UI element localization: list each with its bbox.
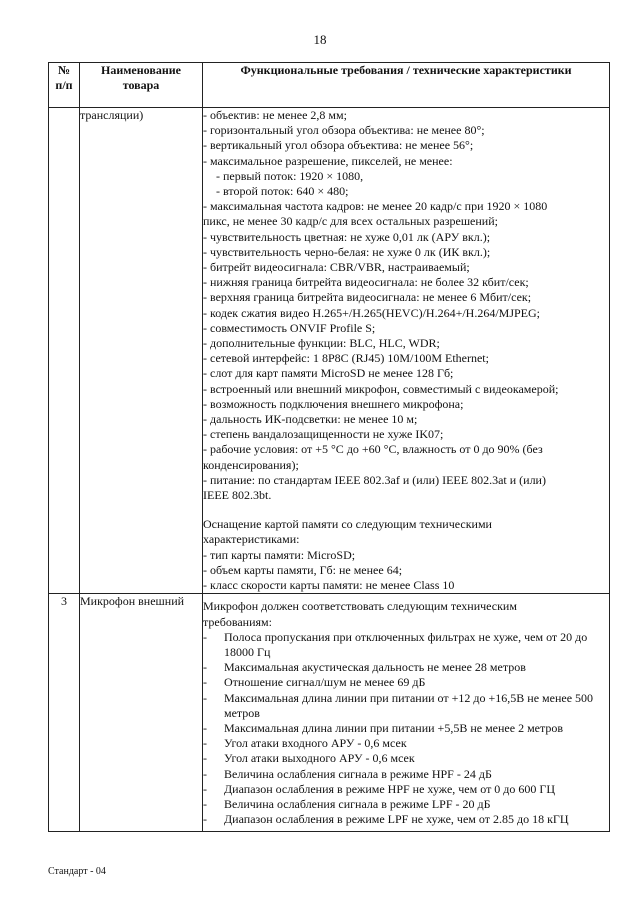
spec-line: - битрейт видеосигнала: CBR/VBR, настраиваемый; [203, 260, 470, 275]
row-number [49, 108, 80, 594]
spec-line: пикс, не менее 30 кадр/с для всех остальных разрешений; [203, 214, 498, 229]
card-line: - тип карты памяти: MicroSD; [203, 547, 356, 562]
spec-line: - максимальное разрешение, пикселей, не менее: [203, 153, 453, 168]
list-item: - Диапазон ослабления в режиме HPF не хуже, чем от 0 до 600 ГЦ [203, 781, 556, 796]
spec-line: - питание: по стандартам IEEE 802.3af и (или) IEEE 802.3at и (или) [203, 472, 546, 487]
page-number: 18 [313, 32, 327, 47]
list-item: - Максимальная акустическая дальность не менее 28 метров [203, 660, 526, 675]
list-item: - Угол атаки выходного АРУ - 0,6 мсек [203, 751, 415, 766]
spec-line: - слот для карт памяти MicroSD не менее 128 Гб; [203, 366, 454, 381]
spec-cell [203, 108, 610, 594]
list-item: - Полоса пропускания при отключенных фильтрах не хуже, чем от 20 до 18000 Гц [203, 629, 588, 659]
product-name: Микрофон внешний [80, 594, 203, 832]
spec-line: конденсирования); [203, 457, 299, 472]
spec-line: - сетевой интерфейс: 1 8P8C (RJ45) 10M/100M Ethernet; [203, 351, 489, 366]
spec-line: - встроенный или внешний микрофон, совместимый с видеокамерой; [203, 381, 559, 396]
list-item: - Диапазон ослабления в режиме LPF не хуже, чем от 2.85 до 18 кГЦ [203, 812, 569, 827]
spec-line: - рабочие условия: от +5 °C до +60 °C, влажность от 0 до 90% (без [203, 442, 543, 457]
spec-line: - второй поток: 640 × 480; [216, 184, 349, 199]
spec-line: - дальность ИК-подсветки: не менее 10 м; [203, 412, 418, 427]
header-spec: Функциональные требования / технические характеристики [203, 63, 610, 108]
spec-line: - горизонтальный угол обзора объектива: не менее 80°; [203, 123, 485, 138]
list-item: - Угол атаки входного АРУ - 0,6 мсек [203, 736, 407, 751]
footer-label: Стандарт - 04 [48, 866, 106, 877]
spec-line: - максимальная частота кадров: не менее 20 кадр/с при 1920 × 1080 [203, 199, 548, 214]
spec-table [48, 62, 610, 832]
card-line: характеристиками: [203, 532, 300, 547]
spec-line: - вертикальный угол обзора объектива: не менее 56°; [203, 138, 474, 153]
spec-cell [203, 594, 610, 832]
intro-line: Микрофон должен соответствовать следующим техническим [203, 599, 517, 614]
spec-line: IEEE 802.3bt. [203, 488, 272, 503]
spec-line: - степень вандалозащищенности не хуже IK07; [203, 427, 444, 442]
card-line: - объем карты памяти, Гб: не менее 64; [203, 562, 403, 577]
list-item: - Максимальная длина линии при питании +5,5В не менее 2 метров [203, 720, 564, 735]
table-header-row [49, 63, 610, 108]
list-item: - Отношение сигнал/шум не менее 69 дБ [203, 675, 426, 690]
product-name: трансляции) [80, 108, 203, 594]
spec-line: - нижняя граница битрейта видеосигнала: не более 32 кбит/сек; [203, 275, 529, 290]
list-item: - Максимальная длина линии при питании от +12 до +16,5В не менее 500 метров [203, 690, 594, 720]
spec-line: - чувствительность черно-белая: не хуже 0 лк (ИК вкл.); [203, 244, 491, 259]
spec-line: - объектив: не менее 2,8 мм; [203, 108, 347, 122]
spec-line: - возможность подключения внешнего микрофона; [203, 396, 464, 411]
card-line: Оснащение картой памяти со следующим техническими [203, 517, 492, 532]
spec-line: - совместимость ONVIF Profile S; [203, 320, 376, 335]
spec-line: - чувствительность цветная: не хуже 0,01 лк (АРУ вкл.); [203, 229, 491, 244]
row-number: 3 [49, 594, 80, 832]
spec-line: - верхняя граница битрейта видеосигнала: не менее 6 Мбит/сек; [203, 290, 532, 305]
spec-line: - кодек сжатия видео H.265+/H.265(HEVC)/H.264+/H.264/MJPEG; [203, 305, 541, 320]
spec-line: - первый поток: 1920 × 1080, [216, 168, 364, 183]
paragraph-gap [203, 503, 609, 517]
table-row [49, 108, 610, 594]
header-name: Наименование товара [80, 63, 203, 108]
intro-line: требованиям: [203, 614, 272, 629]
table-row [49, 594, 610, 832]
list-item: - Величина ослабления сигнала в режиме LPF - 20 дБ [203, 796, 491, 811]
list-item: - Величина ослабления сигнала в режиме HPF - 24 дБ [203, 766, 492, 781]
card-line: - класс скорости карты памяти: не менее Class 10 [203, 578, 455, 593]
header-num: № п/п [49, 63, 80, 108]
spec-line: - дополнительные функции: BLC, HLC, WDR; [203, 336, 440, 351]
